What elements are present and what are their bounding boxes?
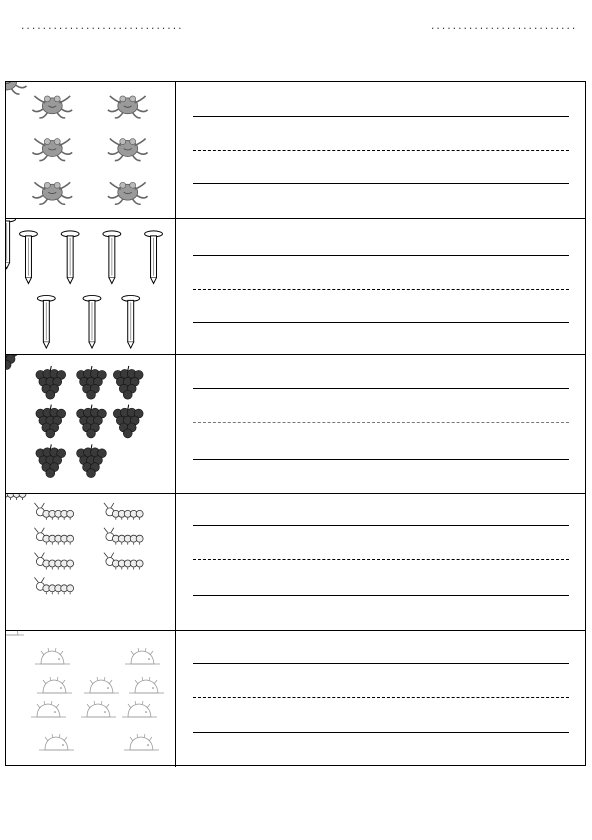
grapes-icon bbox=[77, 444, 107, 477]
frog-icon bbox=[6, 82, 26, 94]
top-line bbox=[193, 663, 569, 664]
caterpillar-icon bbox=[34, 553, 73, 570]
middle-dashed-line bbox=[193, 697, 569, 698]
caterpillar-icon bbox=[104, 553, 143, 570]
grapes-icon bbox=[77, 366, 107, 399]
hedgehog-icon bbox=[125, 648, 160, 664]
worksheet-table bbox=[5, 81, 586, 766]
frogs-picture bbox=[6, 82, 176, 218]
grapes-picture bbox=[6, 355, 176, 493]
frog-icon bbox=[108, 139, 148, 161]
hedgehog-icon bbox=[6, 631, 24, 635]
middle-dashed-line bbox=[193, 559, 569, 560]
name-blank[interactable]: .............................. bbox=[20, 22, 183, 32]
base-line bbox=[193, 322, 569, 323]
caterpillar-icon bbox=[104, 528, 143, 545]
hedgehogs-picture bbox=[6, 631, 176, 767]
top-line bbox=[193, 525, 569, 526]
frog-icon bbox=[108, 96, 148, 118]
caterpillar-icon bbox=[34, 528, 73, 545]
nail-icon bbox=[122, 295, 140, 348]
top-line bbox=[193, 388, 569, 389]
nail-icon bbox=[61, 231, 79, 284]
caterpillar-icon bbox=[34, 577, 73, 594]
hedgehog-icon bbox=[39, 734, 74, 750]
base-line bbox=[193, 595, 569, 596]
hedgehog-icon bbox=[84, 677, 119, 693]
writing-lines[interactable] bbox=[176, 494, 585, 630]
hedgehog-icon bbox=[81, 701, 116, 717]
grapes-icon bbox=[36, 366, 66, 399]
hedgehog-icon bbox=[37, 677, 72, 693]
writing-lines[interactable] bbox=[176, 82, 585, 218]
row-caterpillars bbox=[6, 494, 585, 631]
nail-icon bbox=[83, 295, 101, 348]
frog-icon bbox=[32, 96, 72, 118]
nail-icon bbox=[103, 231, 121, 284]
base-line bbox=[193, 183, 569, 184]
grapes-icon bbox=[36, 405, 66, 438]
base-line bbox=[193, 732, 569, 733]
row-frogs bbox=[6, 82, 585, 219]
caterpillar-icon bbox=[34, 503, 73, 520]
grapes-icon bbox=[36, 444, 66, 477]
nails-picture bbox=[6, 219, 176, 354]
hedgehog-icon bbox=[122, 701, 157, 717]
middle-dashed-line bbox=[193, 289, 569, 290]
caterpillar-icon bbox=[6, 494, 26, 500]
hedgehog-icon bbox=[124, 734, 159, 750]
top-line bbox=[193, 116, 569, 117]
hedgehog-icon bbox=[31, 701, 66, 717]
nail-icon bbox=[37, 295, 55, 348]
row-hedgehogs bbox=[6, 631, 585, 767]
middle-dashed-line bbox=[193, 150, 569, 151]
writing-lines[interactable] bbox=[176, 355, 585, 493]
frog-icon bbox=[32, 139, 72, 161]
writing-lines[interactable] bbox=[176, 631, 585, 767]
caterpillars-picture bbox=[6, 494, 176, 630]
nail-icon bbox=[6, 219, 16, 269]
frog-icon bbox=[32, 182, 72, 204]
frog-icon bbox=[108, 182, 148, 204]
nail-icon bbox=[145, 231, 163, 284]
base-line bbox=[193, 459, 569, 460]
row-nails bbox=[6, 219, 585, 355]
grapes-icon bbox=[77, 405, 107, 438]
date-blank[interactable]: ........................... bbox=[430, 22, 577, 32]
caterpillar-icon bbox=[104, 503, 143, 520]
grapes-icon bbox=[113, 405, 143, 438]
top-line bbox=[193, 255, 569, 256]
grapes-icon bbox=[113, 366, 143, 399]
grapes-icon bbox=[6, 355, 22, 369]
hedgehog-icon bbox=[35, 648, 70, 664]
hedgehog-icon bbox=[129, 677, 164, 693]
row-grapes bbox=[6, 355, 585, 494]
nail-icon bbox=[20, 231, 38, 284]
writing-lines[interactable] bbox=[176, 219, 585, 354]
middle-dashed-line bbox=[193, 422, 569, 423]
